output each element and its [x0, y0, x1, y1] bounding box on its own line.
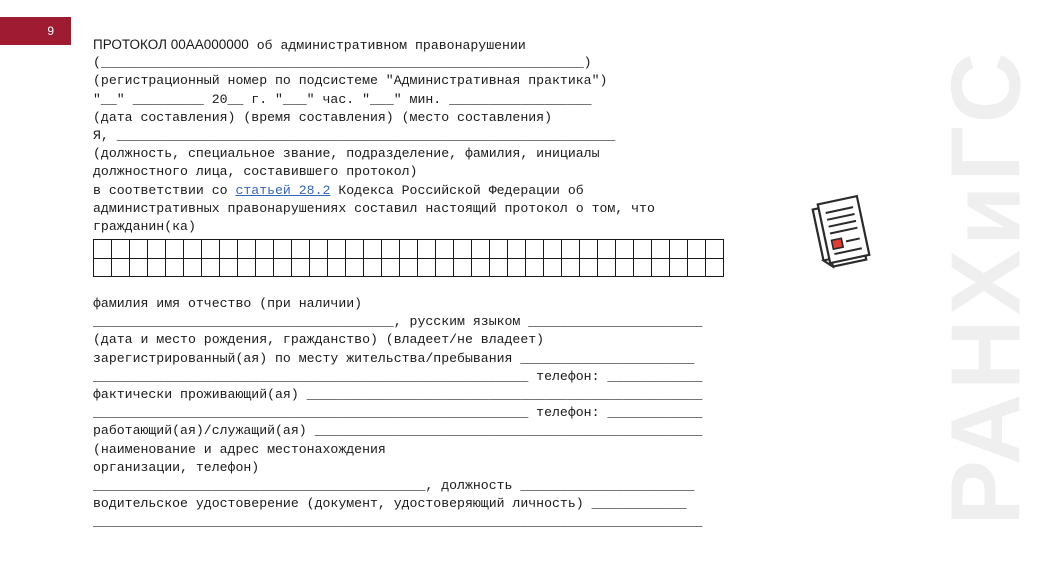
grid-cell-divider — [129, 239, 130, 277]
grid-cell-divider — [561, 239, 562, 277]
grid-cell-divider — [435, 239, 436, 277]
grid-cell-divider — [705, 239, 706, 277]
grid-cell-divider — [201, 239, 202, 277]
grid-rule — [93, 258, 723, 259]
grid-cell-divider — [453, 239, 454, 277]
grid-cell-divider — [255, 239, 256, 277]
grid-cell-divider — [579, 239, 580, 277]
watermark — [930, 0, 1041, 574]
document-line: ______________________________________, русским языком ______________________ — [93, 314, 703, 330]
document-line: _____________________________________________________________________________ — [93, 514, 703, 530]
grid-cell-divider — [345, 239, 346, 277]
grid-cell-divider — [327, 239, 328, 277]
page-number-badge — [0, 17, 71, 45]
grid-cell-divider — [723, 239, 724, 277]
grid-cell-divider — [471, 239, 472, 277]
document-line: административных правонарушениях составил настоящий протокол о том, что — [93, 200, 655, 216]
grid-cell-divider — [309, 239, 310, 277]
grid-cell-divider — [669, 239, 670, 277]
grid-cell-divider — [489, 239, 490, 277]
grid-cell-divider — [363, 239, 364, 277]
legal-suffix: Кодекса Российской Федерации об — [330, 182, 584, 198]
personal-data-lines — [93, 295, 783, 531]
protocol-title-rest: об административном правонарушении — [248, 38, 526, 53]
document-line: фамилия имя отчество (при наличии) — [93, 296, 363, 312]
grid-cell-divider — [381, 239, 382, 277]
document-line: работающий(ая)/служащий(ая) _________________________________________________ — [93, 423, 703, 439]
legal-basis-line — [93, 182, 783, 200]
document-line: _______________________________________________________ телефон: ____________ — [93, 368, 703, 384]
grid-cell-divider — [165, 239, 166, 277]
protocol-document — [93, 36, 783, 532]
document-line: (_____________________________________________________________) — [93, 55, 592, 71]
grid-cell-divider — [147, 239, 148, 277]
document-line: организации, телефон) — [93, 459, 260, 475]
document-line: (дата и место рождения, гражданство) (владеет/не владеет) — [93, 332, 545, 348]
document-icon — [802, 190, 882, 274]
document-line: __________________________________________, должность ______________________ — [93, 477, 695, 493]
page-number: 9 — [47, 24, 54, 38]
grid-rule — [93, 276, 723, 277]
grid-cell-divider — [633, 239, 634, 277]
document-line: гражданин(ка) — [93, 218, 196, 234]
document-line: _______________________________________________________ телефон: ____________ — [93, 405, 703, 421]
name-cells-grid[interactable] — [93, 239, 726, 277]
grid-cell-divider — [687, 239, 688, 277]
grid-cell-divider — [93, 239, 94, 277]
grid-cell-divider — [291, 239, 292, 277]
grid-cell-divider — [399, 239, 400, 277]
document-line: (наименование и адрес местонахождения — [93, 441, 386, 457]
document-line: водительское удостоверение (документ, удостоверяющий личность) ____________ — [93, 496, 687, 512]
grid-cell-divider — [615, 239, 616, 277]
grid-cell-divider — [273, 239, 274, 277]
document-line: должностного лица, составившего протокол) — [93, 164, 418, 180]
grid-cell-divider — [525, 239, 526, 277]
grid-cell-divider — [597, 239, 598, 277]
grid-cell-divider — [183, 239, 184, 277]
document-line: зарегистрированный(ая) по месту жительства/пребывания ______________________ — [93, 350, 695, 366]
header-lines — [93, 54, 783, 181]
document-line: (дата составления) (время составления) (место составления) — [93, 109, 552, 125]
legal-prefix: в соответствии со — [93, 182, 236, 198]
document-line: (должность, специальное звание, подразделение, фамилия, инициалы — [93, 146, 600, 162]
document-line: "__" _________ 20__ г. "___" час. "___" мин. __________________ — [93, 91, 592, 107]
grid-cell-divider — [417, 239, 418, 277]
document-line: (регистрационный номер по подсистеме "Административная практика") — [93, 73, 608, 89]
watermark-text: РАНХиГС — [930, 48, 1041, 526]
grid-cell-divider — [219, 239, 220, 277]
grid-cell-divider — [651, 239, 652, 277]
grid-rule — [93, 239, 723, 240]
grid-cell-divider — [543, 239, 544, 277]
document-line: фактически проживающий(ая) __________________________________________________ — [93, 387, 703, 402]
title-line — [93, 36, 783, 54]
statement-lines — [93, 200, 783, 236]
article-link[interactable]: статьей 28.2 — [235, 182, 331, 198]
grid-cell-divider — [237, 239, 238, 277]
protocol-title: ПРОТОКОЛ 00АА000000 — [93, 37, 249, 52]
document-line: Я, _______________________________________________________________ — [93, 127, 616, 143]
grid-cell-divider — [507, 239, 508, 277]
grid-cell-divider — [111, 239, 112, 277]
